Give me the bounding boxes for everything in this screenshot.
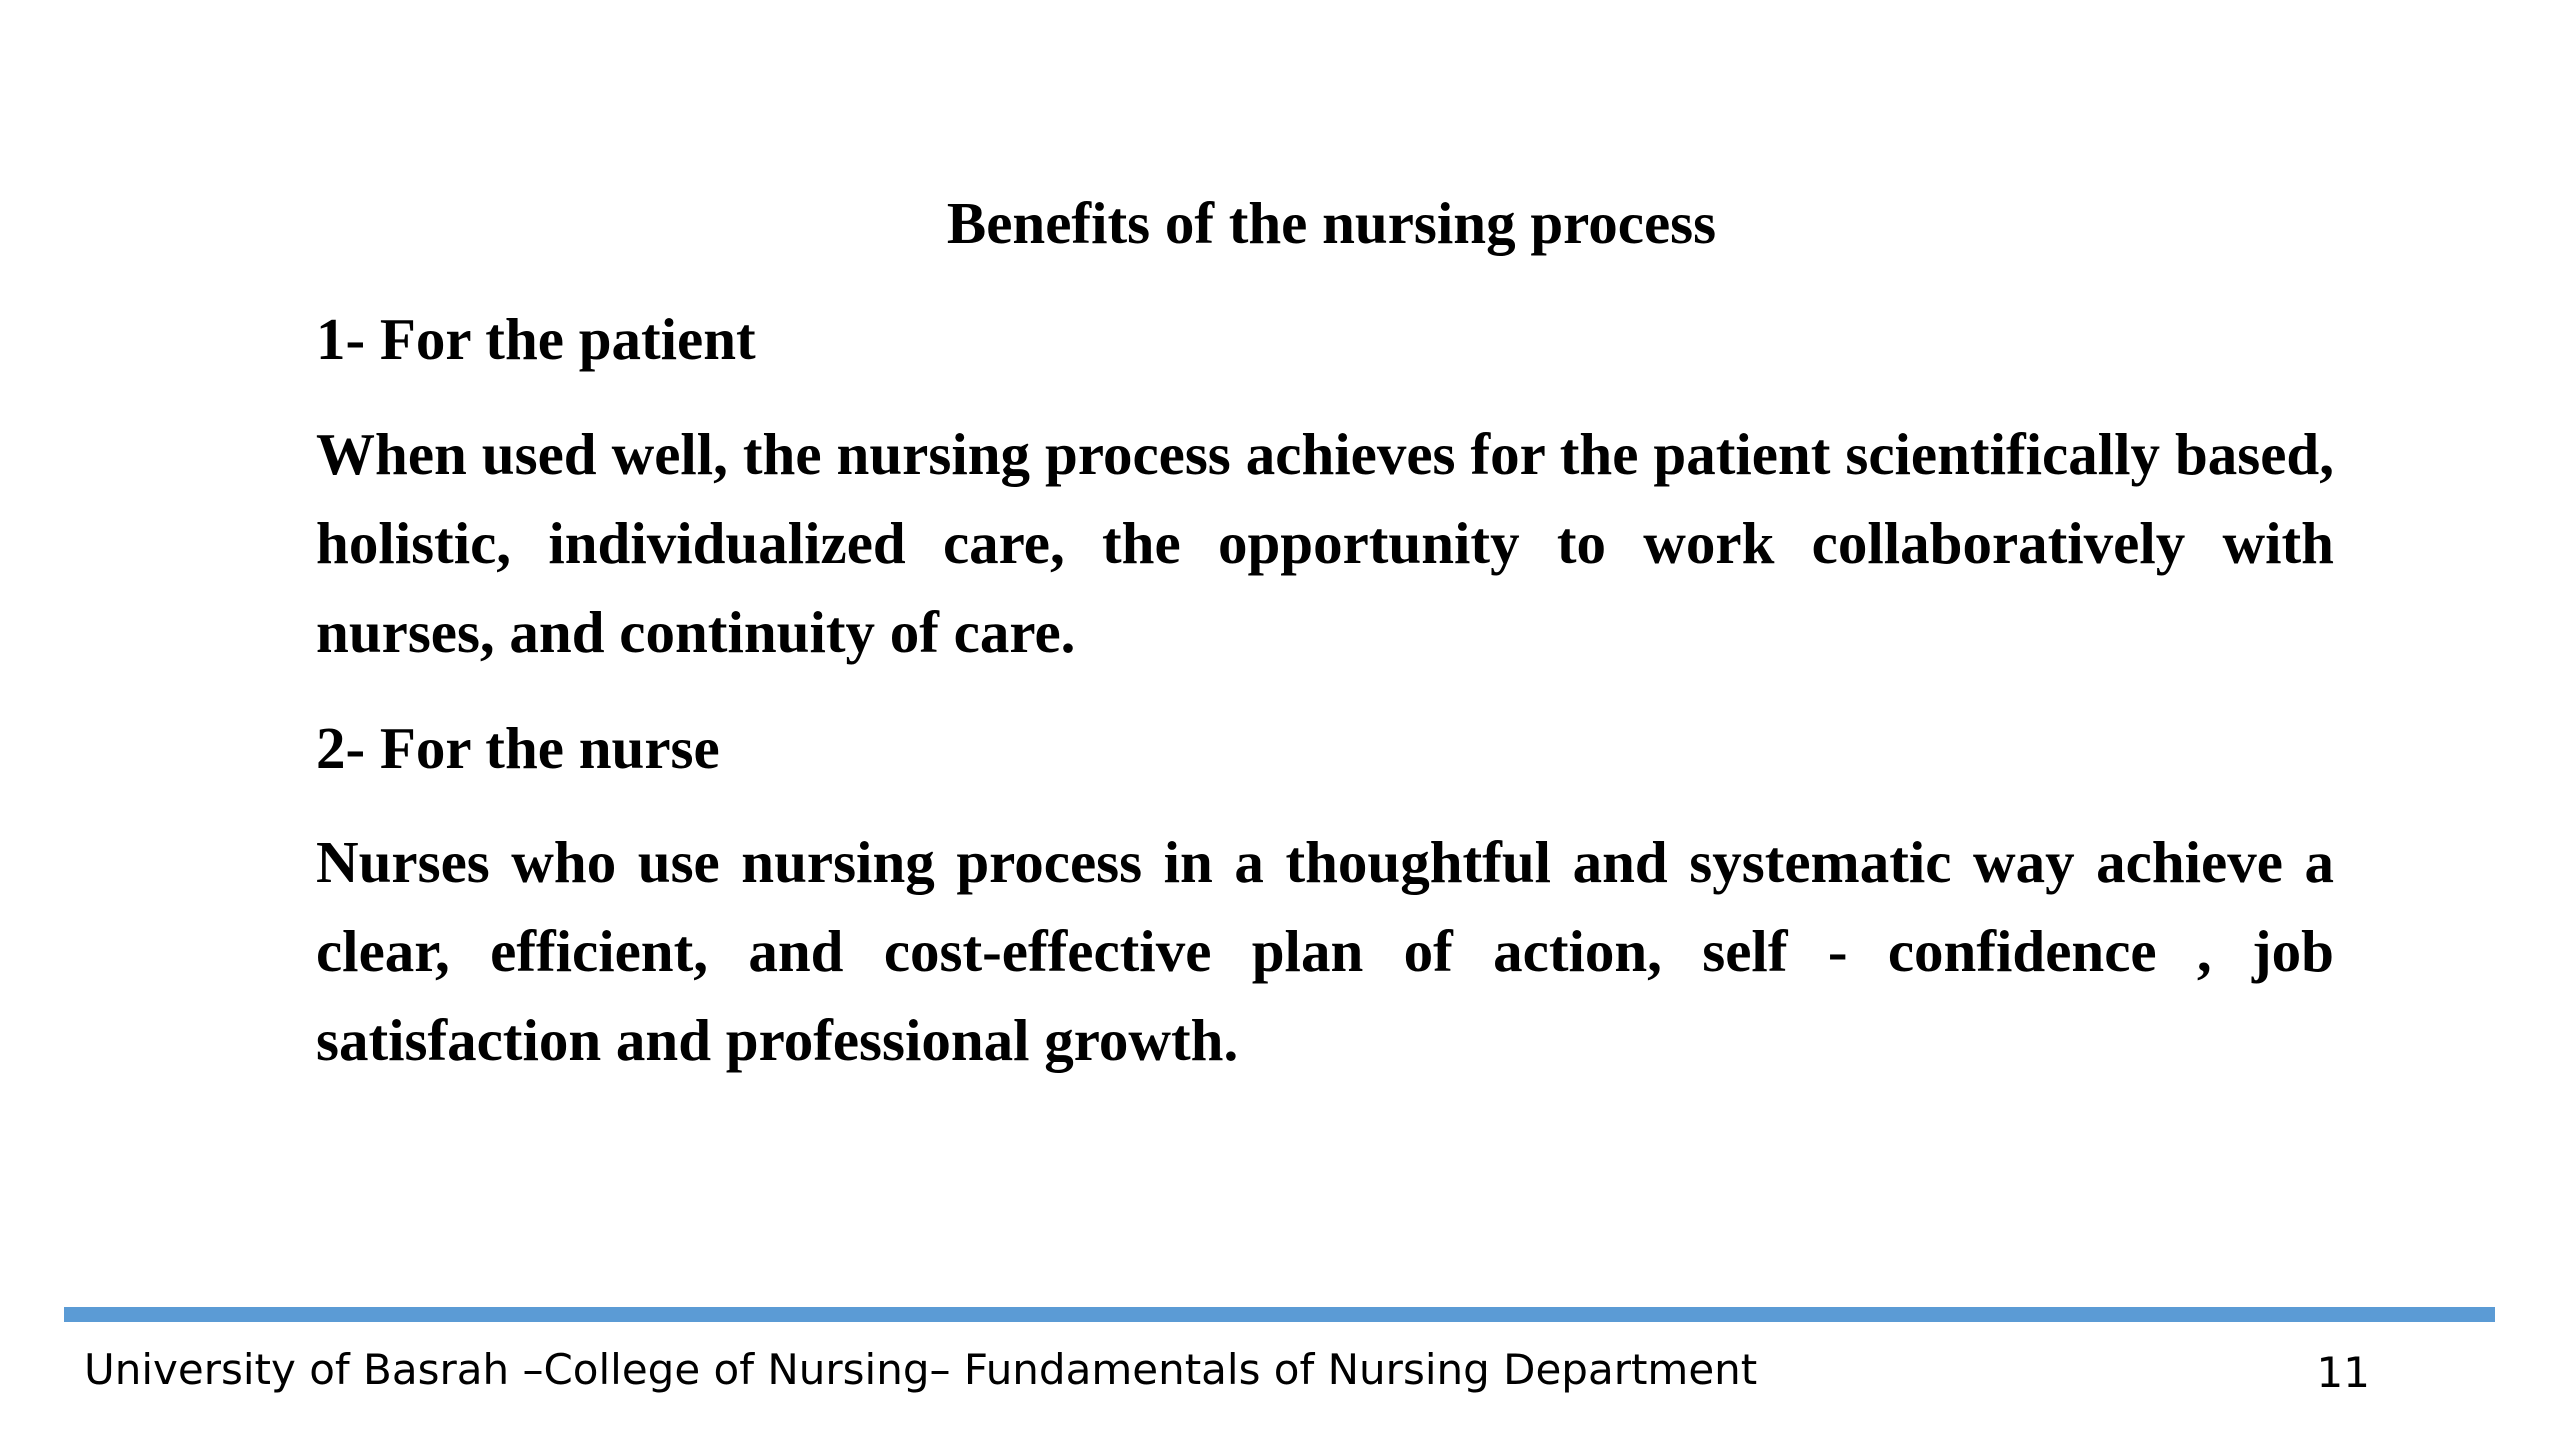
section-heading-patient: 1- For the patient bbox=[316, 306, 756, 372]
footer-institution-text: University of Basrah –College of Nursing– Fundamentals of Nursing Department bbox=[84, 1345, 1758, 1394]
section-body-nurse: Nurses who use nursing process in a thoughtful and systematic way achieve a clear, efficient, and cost-effective plan of action, self - confidence , job satisfaction and professional growth. bbox=[316, 829, 2334, 1073]
section-heading-nurse: 2- For the nurse bbox=[316, 715, 720, 781]
footer-divider bbox=[64, 1307, 2495, 1322]
slide-title: Benefits of the nursing process bbox=[946, 190, 1717, 256]
section-body-patient: When used well, the nursing process achieves for the patient scientifically based, holistic, individualized care, the opportunity to work collaboratively with nurses, and continuity of care. bbox=[316, 421, 2334, 665]
page-number: 11 bbox=[2316, 1348, 2370, 1397]
